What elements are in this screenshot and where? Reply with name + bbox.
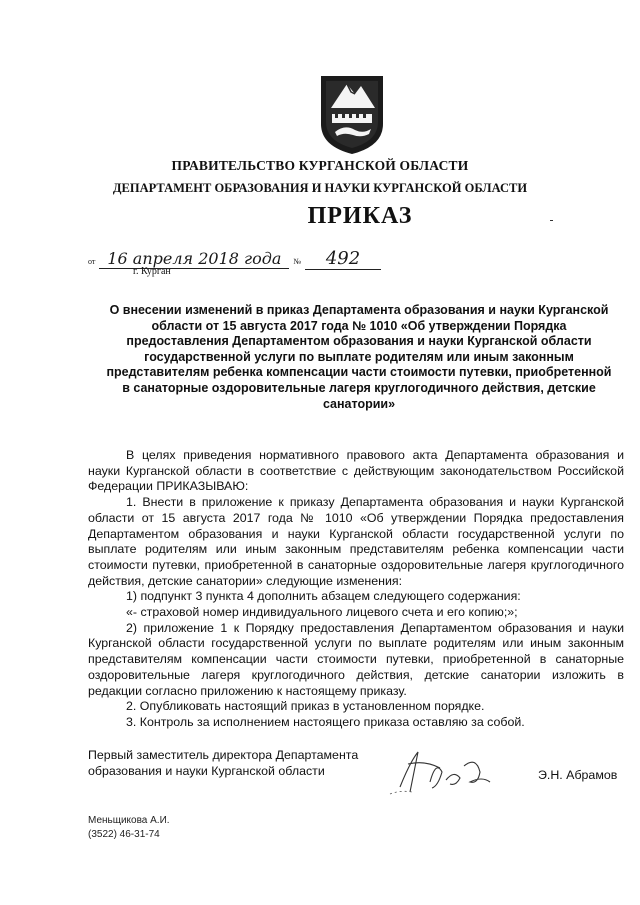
executor-info (88, 814, 170, 842)
city-label: г. Курган (133, 266, 171, 277)
signatory-role (88, 747, 408, 779)
preamble-paragraph: В целях приведения нормативного правового акта Департамента образования и науки Курганской области в соответствие с действующим законодательством Российской Федерации ПРИКАЗЫВАЮ: (88, 448, 624, 494)
handwritten-signature (380, 742, 520, 802)
item-1-paragraph: 1. Внести в приложение к приказу Департамента образования и науки Курганской области от 15 августа 2017 года № 1010 «Об утверждении Порядка предоставления Департаментом образования и науки Курганской области государственной услуги по выплате родителям или иным законным представителям ребенка компенсации части стоимости путевки, приобретенной в санаторные оздоровительные лагеря круглогодичного действия, детские санатории» следующие изменения: (88, 495, 624, 588)
executor-name: Меньщикова А.И. (88, 815, 170, 826)
signatory-role-line-2: образования и науки Курганской области (88, 764, 325, 778)
order-body (88, 448, 624, 731)
item-3-paragraph: 3. Контроль за исполнением настоящего приказа оставляю за собой. (126, 714, 525, 729)
date-prefix: от (88, 257, 96, 266)
government-heading: ПРАВИТЕЛЬСТВО КУРГАНСКОЙ ОБЛАСТИ (171, 158, 469, 173)
executor-phone: (3522) 46-31-74 (88, 829, 160, 840)
number-prefix: № (293, 257, 302, 266)
item-1-subitem-1-quote: «- страховой номер индивидуального лицевого счета и его копию;»; (126, 605, 518, 620)
document-type-title: ПРИКАЗ (307, 203, 413, 229)
item-2-paragraph: 2. Опубликовать настоящий приказ в установленном порядке. (126, 699, 485, 714)
scan-mark (550, 220, 553, 221)
signatory-role-line-1: Первый заместитель директора Департамента (88, 748, 359, 762)
handwritten-date: 16 апреля 2018 года (99, 249, 289, 269)
coat-of-arms-emblem (317, 72, 387, 156)
department-heading: ДЕПАРТАМЕНТ ОБРАЗОВАНИЯ И НАУКИ КУРГАНСКОЙ ОБЛАСТИ (112, 181, 528, 195)
item-1-subitem-2: 2) приложение 1 к Порядку предоставления Департаментом образования и науки Курганской области государственной услуги по выплате родителям или иным законным представителям компенсации части стоимости путевки, приобретенной в санаторные оздоровительные лагеря круглогодичного действия, детские санатории изложить в редакции согласно приложению к настоящему приказу. (88, 620, 624, 698)
handwritten-number: 492 (305, 248, 381, 270)
item-1-subitem-1: 1) подпункт 3 пункта 4 дополнить абзацем следующего содержания: (126, 589, 521, 604)
signatory-name: Э.Н. Абрамов (538, 768, 618, 782)
order-subject: О внесении изменений в приказ Департамента образования и науки Курганской области от 15 августа 2017 года № 1010 «Об утверждении Порядка предоставления Департаментом образования и науки Курганской области государственной услуги по выплате родителям или иным законным представителям ребенка компенсации части стоимости путевки, приобретенной в санаторные оздоровительные лагеря круглогодичного действия, детские санатории» (106, 303, 612, 411)
